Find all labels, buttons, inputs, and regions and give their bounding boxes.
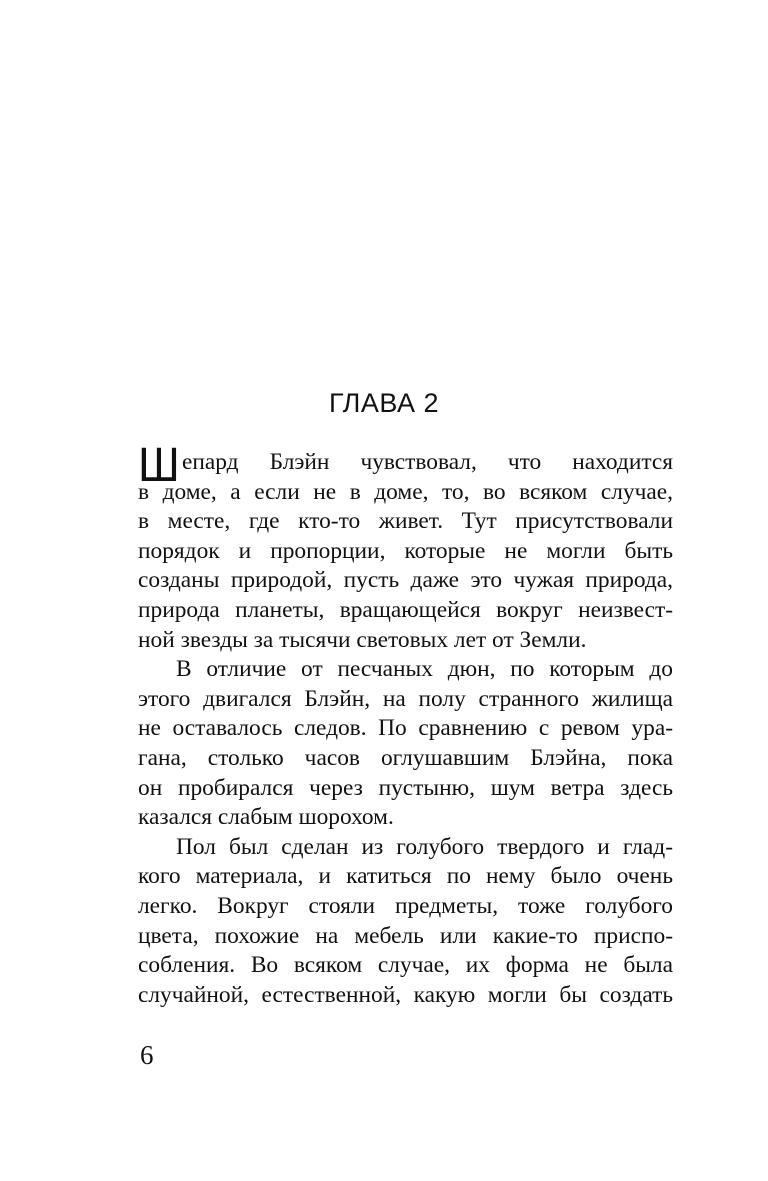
- text-line: казался слабым шорохом.: [138, 804, 394, 831]
- text-line: не оставалось следов. По сравнению с ревом ура-: [138, 715, 673, 742]
- text-line: Пол был сделан из голубого твердого и глад-: [176, 833, 673, 860]
- text-line: созданы природой, пусть даже это чужая природа,: [138, 567, 673, 594]
- page-number: 6: [140, 1040, 154, 1070]
- text-line: природа планеты, вращающейся вокруг неизвест-: [138, 596, 673, 623]
- text-line: в доме, а если не в доме, то, во всяком случае,: [138, 478, 673, 505]
- text-line: в месте, где кто-то живет. Тут присутствовали: [138, 508, 673, 535]
- text-line: легко. Вокруг стояли предметы, тоже голубого: [138, 892, 673, 919]
- text-line: этого двигался Блэйн, на полу странного жилища: [138, 685, 673, 712]
- text-line: порядок и пропорции, которые не могли быть: [138, 537, 673, 564]
- text-line: цвета, похожие на мебель или какие-то приспо-: [138, 922, 673, 949]
- text-line: случайной, естественной, какую могли бы создать: [138, 981, 673, 1008]
- text-line: собления. Во всяком случае, их форма не была: [138, 952, 673, 979]
- drop-cap: Ш: [138, 439, 180, 492]
- text-line: он пробирался через пустыню, шум ветра здесь: [138, 774, 673, 801]
- text-line: В отличие от песчаных дюн, по которым до: [176, 656, 673, 683]
- text-line: кого материала, и катиться по нему было очень: [138, 863, 673, 890]
- text-line: гана, столько часов оглушавшим Блэйна, пока: [138, 744, 673, 771]
- body-text: [138, 439, 673, 1010]
- text-line: епард Блэйн чувствовал, что находится: [182, 449, 673, 475]
- text-line: ной звезды за тысячи световых лет от Земли.: [138, 626, 587, 653]
- chapter-title: ГЛАВА 2: [329, 388, 439, 418]
